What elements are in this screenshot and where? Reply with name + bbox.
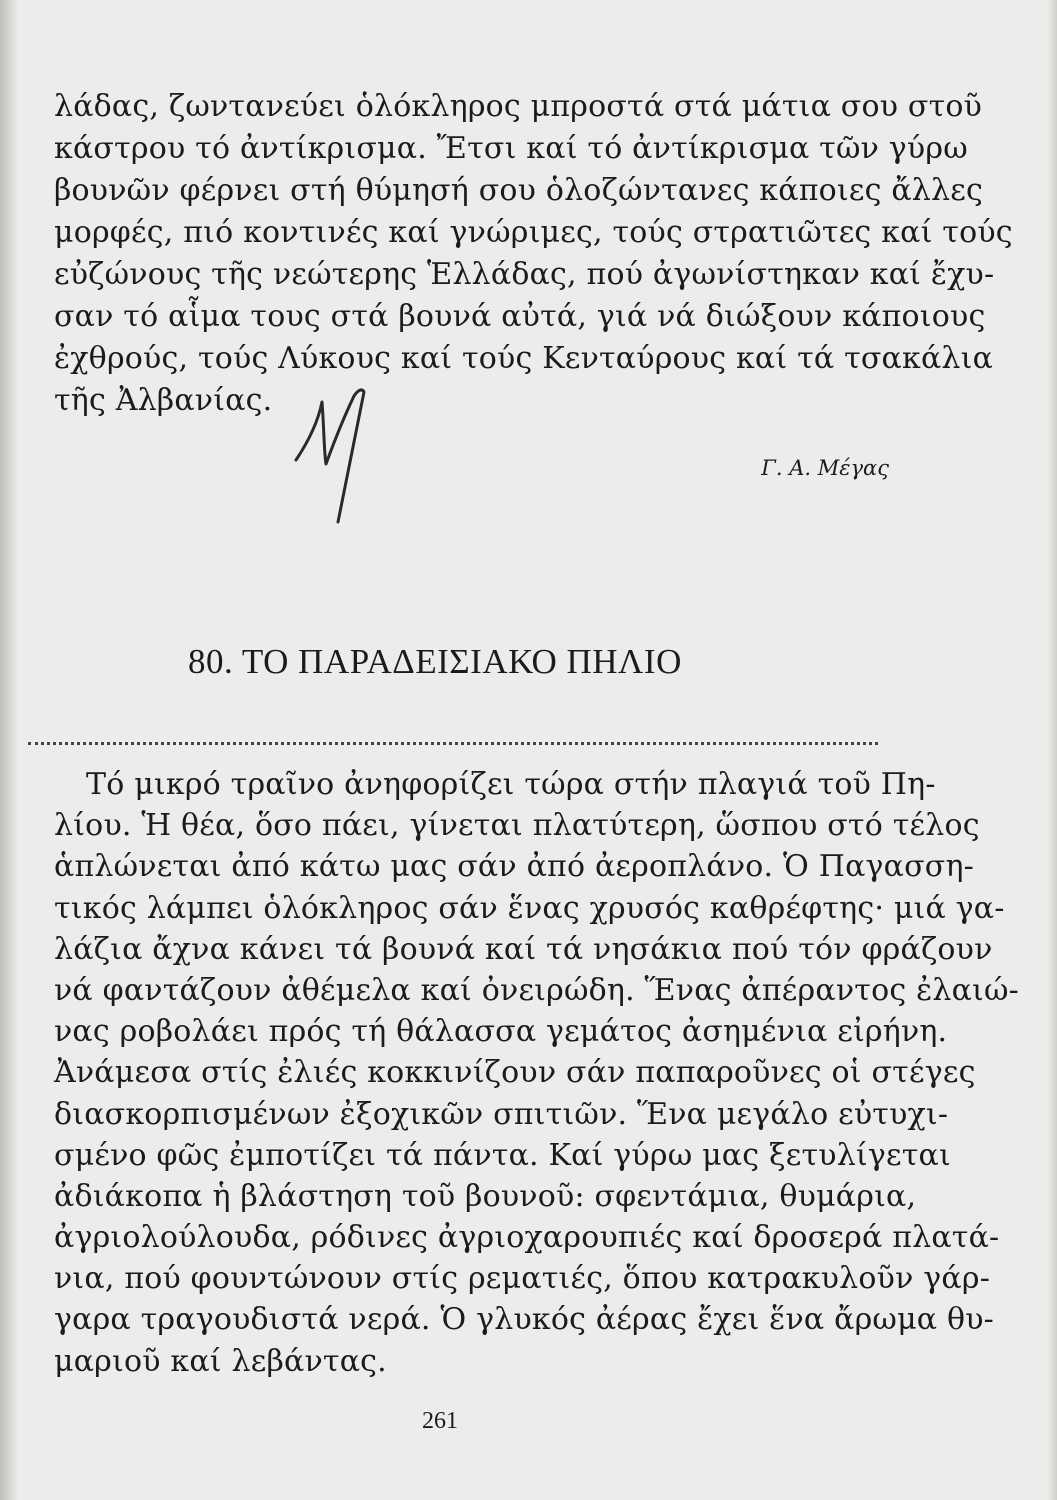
page-edge-shadow-right — [1047, 0, 1057, 1500]
text-line: διασκορπισμένων ἐξοχικῶν σπιτιῶν. Ἕνα μεγάλο εὐτυχι- — [54, 1096, 949, 1132]
text-line: εὐζώνους τῆς νεώτερης Ἑλλάδας, πού ἀγωνίστηκαν καί ἔχυ- — [54, 257, 995, 292]
author-signature: Γ. Α. Μέγας — [761, 456, 889, 480]
text-line: βουνῶν φέρνει στή θύμησή σου ὁλοζώντανες κάποιες ἄλλες — [54, 173, 983, 208]
text-line: νια, πού φουντώνουν στίς ρεματιές, ὅπου κατρακυλοῦν γάρ- — [54, 1261, 991, 1297]
text-line: τῆς Ἀλβανίας. — [54, 383, 273, 418]
text-line: σμένο φῶς ἐμποτίζει τά πάντα. Καί γύρω μας ξετυλίγεται — [54, 1137, 951, 1173]
text-line: νά φαντάζουν ἀθέμελα καί ὀνειρώδη. Ἕνας ἀπέραντος ἐλαιώ- — [54, 972, 1020, 1008]
text-line: ἐχθρούς, τούς Λύκους καί τούς Κενταύρους καί τά τσακάλια — [54, 341, 994, 376]
top-paragraph — [54, 86, 1013, 422]
text-line: λάζια ἄχνα κάνει τά βουνά καί τά νησάκια πού τόν φράζουν — [54, 931, 993, 967]
text-line: Ἀνάμεσα στίς ἐλιές κοκκινίζουν σάν παπαροῦνες οἱ στέγες — [54, 1055, 976, 1091]
handwritten-mark — [288, 382, 378, 532]
text-line: λίου. Ἡ θέα, ὅσο πάει, γίνεται πλατύτερη, ὥσπου στό τέλος — [54, 808, 980, 844]
text-line: νας ροβολάει πρός τή θάλασσα γεμάτος ἀσημένια εἰρήνη. — [54, 1014, 948, 1050]
text-line: ἁπλώνεται ἀπό κάτω μας σάν ἀπό ἀεροπλάνο. Ὁ Παγασση- — [54, 849, 974, 885]
text-line: μαριοῦ καί λεβάντας. — [54, 1343, 387, 1379]
body-paragraph — [54, 764, 1020, 1382]
page-edge-shadow — [0, 0, 18, 1500]
text-line: τικός λάμπει ὁλόκληρος σάν ἕνας χρυσός καθρέφτης· μιά γα- — [54, 890, 1005, 926]
text-line: ἀγριολούλουδα, ρόδινες ἀγριοχαρουπιές καί δροσερά πλατά- — [54, 1220, 1000, 1256]
page-number: 261 — [422, 1408, 458, 1434]
text-line: λάδας, ζωντανεύει ὁλόκληρος μπροστά στά μάτια σου στοῦ — [54, 89, 983, 124]
section-heading: 80. ΤΟ ΠΑΡΑΔΕΙΣΙΑΚΟ ΠΗΛΙΟ — [188, 642, 682, 681]
text-line: Τό μικρό τραῖνο ἀνηφορίζει τώρα στήν πλαγιά τοῦ Πη- — [86, 767, 936, 802]
text-line: ἀδιάκοπα ἡ βλάστηση τοῦ βουνοῦ: σφεντάμια, θυμάρια, — [54, 1178, 917, 1214]
text-line: γαρα τραγουδιστά νερά. Ὁ γλυκός ἀέρας ἔχει ἕνα ἄρωμα θυ- — [54, 1302, 994, 1338]
text-line: σαν τό αἷμα τους στά βουνά αὐτά, γιά νά διώξουν κάποιους — [54, 299, 986, 334]
text-line: μορφές, πιό κοντινές καί γνώριμες, τούς στρατιῶτες καί τούς — [54, 215, 1013, 250]
text-line: κάστρου τό ἀντίκρισμα. Ἔτσι καί τό ἀντίκρισμα τῶν γύρω — [54, 131, 968, 166]
dotted-divider — [28, 742, 878, 745]
